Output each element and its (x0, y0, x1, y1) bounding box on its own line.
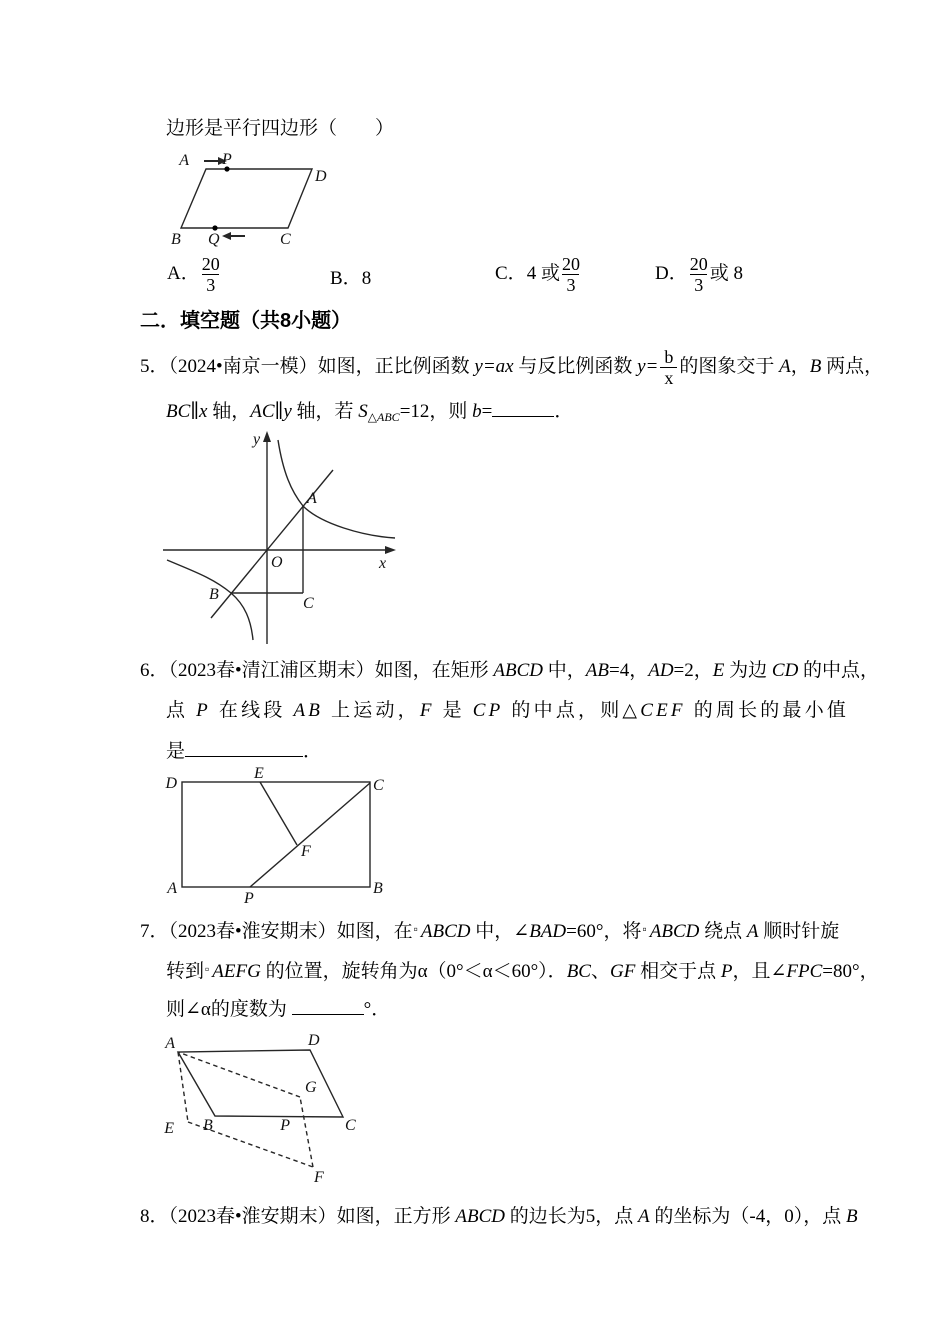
q4-stem-text: 边形是平行四边形（ ） (166, 118, 395, 139)
answer-blank (185, 736, 303, 757)
q7-line3 (166, 994, 390, 1025)
q6-text: 点 (166, 700, 197, 721)
label-f: F (314, 1169, 324, 1186)
point-q-dot (212, 225, 217, 230)
dashed-segment-fg (300, 1097, 313, 1167)
q7-text: 相交于点 (635, 961, 721, 982)
label-a: A (165, 1035, 175, 1052)
fraction-numerator: 20 (689, 254, 708, 274)
q8-math: A (638, 1206, 650, 1227)
label-a: A (307, 490, 317, 507)
q7-math: BC (566, 961, 591, 982)
q7-text: =60°，将 (566, 921, 642, 942)
q7-text: ，且∠ (732, 961, 787, 982)
q6-text: 为边 (724, 660, 772, 681)
q6-math: CP (472, 700, 504, 721)
figure-q4-parallelogram (163, 148, 375, 252)
fraction-denominator: x (660, 367, 677, 388)
q6-math: P (196, 700, 211, 721)
option-d-label: D． (655, 263, 688, 285)
fraction-denominator: 3 (562, 274, 579, 295)
q6-math: AD (648, 660, 674, 681)
q7-text: 顺时针旋 (758, 921, 840, 942)
q7-text: 则∠α的度数为 (166, 998, 292, 1020)
q5-math: AC∥y (250, 400, 292, 422)
rectangle-outline (182, 782, 370, 887)
q6-text: ． (303, 740, 323, 762)
q7-math: FPC (786, 961, 823, 982)
option-a (167, 254, 222, 295)
q6-text: 的中点， (798, 660, 880, 681)
figure-q5-graph (153, 428, 401, 652)
label-d: D (315, 168, 327, 185)
label-b: B (203, 1117, 213, 1134)
q7-text: 7．（2023春•淮安期末）如图，在 (140, 921, 413, 942)
q5-fraction-b-over-x (660, 347, 677, 388)
q5-text: 与反比例函数 (513, 356, 638, 378)
label-q: Q (208, 231, 220, 248)
q8-math: B (845, 1206, 858, 1227)
q6-text: 6．（2023春•清江浦区期末）如图，在矩形 (140, 660, 494, 681)
option-c-fraction (562, 254, 580, 295)
segment-pc (250, 783, 370, 887)
option-c-label: C． (495, 263, 527, 285)
option-c (495, 254, 582, 295)
q5-math: S (358, 400, 368, 422)
q8-text: 8．（2023春•淮安期末）如图，正方形 (140, 1206, 456, 1227)
label-a: A (167, 880, 177, 897)
q8-text: 的坐标为（-4，0），点 (649, 1206, 846, 1227)
label-e: E (164, 1120, 174, 1137)
q7-math: AEFG (212, 961, 261, 982)
q6-math: AB (293, 700, 324, 721)
q7-math: ABCD (420, 921, 471, 942)
label-b: B (171, 231, 181, 248)
label-f: F (301, 843, 311, 860)
q5-math: y= (637, 356, 659, 378)
parallelogram-symbol: ▫ (642, 922, 647, 936)
q5-math: A (779, 356, 791, 378)
q7-math: A (746, 921, 759, 942)
q6-text: 的周长的最小值 (685, 700, 850, 721)
q7-text: 转到 (166, 961, 205, 982)
arrow-left-head-icon (222, 232, 231, 240)
option-d (655, 254, 743, 295)
q6-line1 (140, 656, 879, 686)
section-2-header (140, 306, 351, 336)
q5-math: B (809, 356, 822, 378)
q7-text: °． (363, 998, 391, 1020)
label-e: E (254, 765, 264, 782)
parallelogram-symbol: ▫ (205, 962, 210, 976)
option-d-fraction (690, 254, 708, 295)
label-p: P (222, 151, 232, 168)
q7-line2 (166, 954, 879, 987)
label-c: C (303, 595, 314, 612)
fraction-denominator: 3 (690, 274, 707, 295)
parallelogram-outline (181, 169, 312, 228)
q7-math: BAD (529, 921, 567, 942)
q5-text: ， (790, 356, 810, 378)
label-b: B (373, 880, 383, 897)
q5-text: 的图象交于 (679, 356, 780, 378)
section-2-title: 二．填空题（共8小题） (140, 310, 352, 332)
q6-text: =4， (609, 660, 649, 681)
q5-text: 5．（2024•南京一模）如图，正比例函数 (140, 356, 475, 378)
label-c: C (373, 777, 384, 794)
fraction-numerator: b (664, 347, 674, 367)
q6-math: E (712, 660, 725, 681)
option-d-post: 或 8 (709, 263, 743, 285)
q5-text: = (481, 400, 493, 422)
q5-math: BC∥x (166, 400, 208, 422)
q6-math: CEF (640, 700, 686, 721)
q7-math: GF (609, 961, 636, 982)
q7-math: P (720, 961, 733, 982)
q5-subscript: △ABC (367, 409, 400, 424)
label-x-axis: x (379, 555, 387, 572)
q7-text: 、 (590, 961, 610, 982)
label-b: B (209, 586, 219, 603)
q5-line2 (166, 396, 573, 432)
q6-math: CD (771, 660, 799, 681)
q7-math: ABCD (649, 921, 700, 942)
q5-text: 两点， (821, 356, 884, 378)
fraction-denominator: 3 (202, 274, 219, 295)
dashed-segment-ga (178, 1052, 300, 1097)
option-b-label: B． (330, 268, 362, 289)
label-c: C (345, 1117, 356, 1134)
option-a-fraction (202, 254, 220, 295)
q6-math: F (419, 700, 435, 721)
label-g: G (305, 1079, 317, 1096)
x-axis-arrow-icon (385, 546, 396, 554)
q7-text: 的位置，旋转角为α（0°＜α＜60°）． (260, 961, 567, 982)
q6-text: =2， (673, 660, 713, 681)
q5-text: 轴，若 (291, 400, 359, 422)
q7-text: 绕点 (699, 921, 747, 942)
q6-line3 (166, 736, 322, 767)
label-p: P (280, 1117, 290, 1134)
q6-text: 的中点，则△ (503, 700, 641, 721)
label-p: P (244, 890, 254, 907)
q5-line1 (140, 347, 883, 388)
q7-text: =80°， (822, 961, 879, 982)
q7-text: 中，∠ (470, 921, 530, 942)
option-c-pre: 4 或 (526, 263, 560, 285)
label-d: D (308, 1032, 320, 1049)
q5-math: b (472, 400, 482, 422)
segment-ef (260, 782, 297, 845)
option-b (330, 263, 371, 290)
label-origin: O (271, 554, 283, 571)
q6-math: ABCD (493, 660, 544, 681)
y-axis-arrow-icon (263, 431, 271, 442)
q6-text: 是 (434, 700, 473, 721)
label-c: C (280, 231, 291, 248)
answer-blank (292, 994, 364, 1015)
q6-line2 (166, 696, 849, 726)
q6-text: 是 (166, 740, 186, 762)
q5-text: 轴， (207, 400, 251, 422)
q7-line1 (140, 914, 839, 947)
answer-blank (492, 396, 554, 417)
q6-text: 中， (543, 660, 586, 681)
q8-line1 (140, 1202, 858, 1232)
q8-text: 的边长为5，点 (505, 1206, 639, 1227)
label-y-axis: y (253, 431, 261, 448)
option-a-label: A． (167, 263, 200, 285)
dashed-segment-ae (178, 1052, 188, 1122)
label-d: D (165, 775, 177, 792)
q6-text: 在线段 (210, 700, 294, 721)
q4-stem-tail (166, 114, 394, 144)
q8-math: ABCD (455, 1206, 506, 1227)
q5-text: ． (554, 400, 574, 422)
option-b-value: 8 (361, 268, 372, 289)
fraction-numerator: 20 (201, 254, 220, 274)
parallelogram-symbol: ▫ (413, 922, 418, 936)
q5-text: =12，则 (399, 400, 473, 422)
q6-math: AB (585, 660, 609, 681)
figure-q7-rotation (153, 1030, 418, 1195)
figure-q6-rectangle (163, 766, 403, 908)
parallelogram-abcd-outline (178, 1050, 343, 1117)
hyperbola-branch-q1 (278, 440, 395, 538)
q6-text: 上运动， (323, 700, 420, 721)
label-a: A (179, 152, 189, 169)
fraction-numerator: 20 (561, 254, 580, 274)
q5-math: y=ax (474, 356, 514, 378)
